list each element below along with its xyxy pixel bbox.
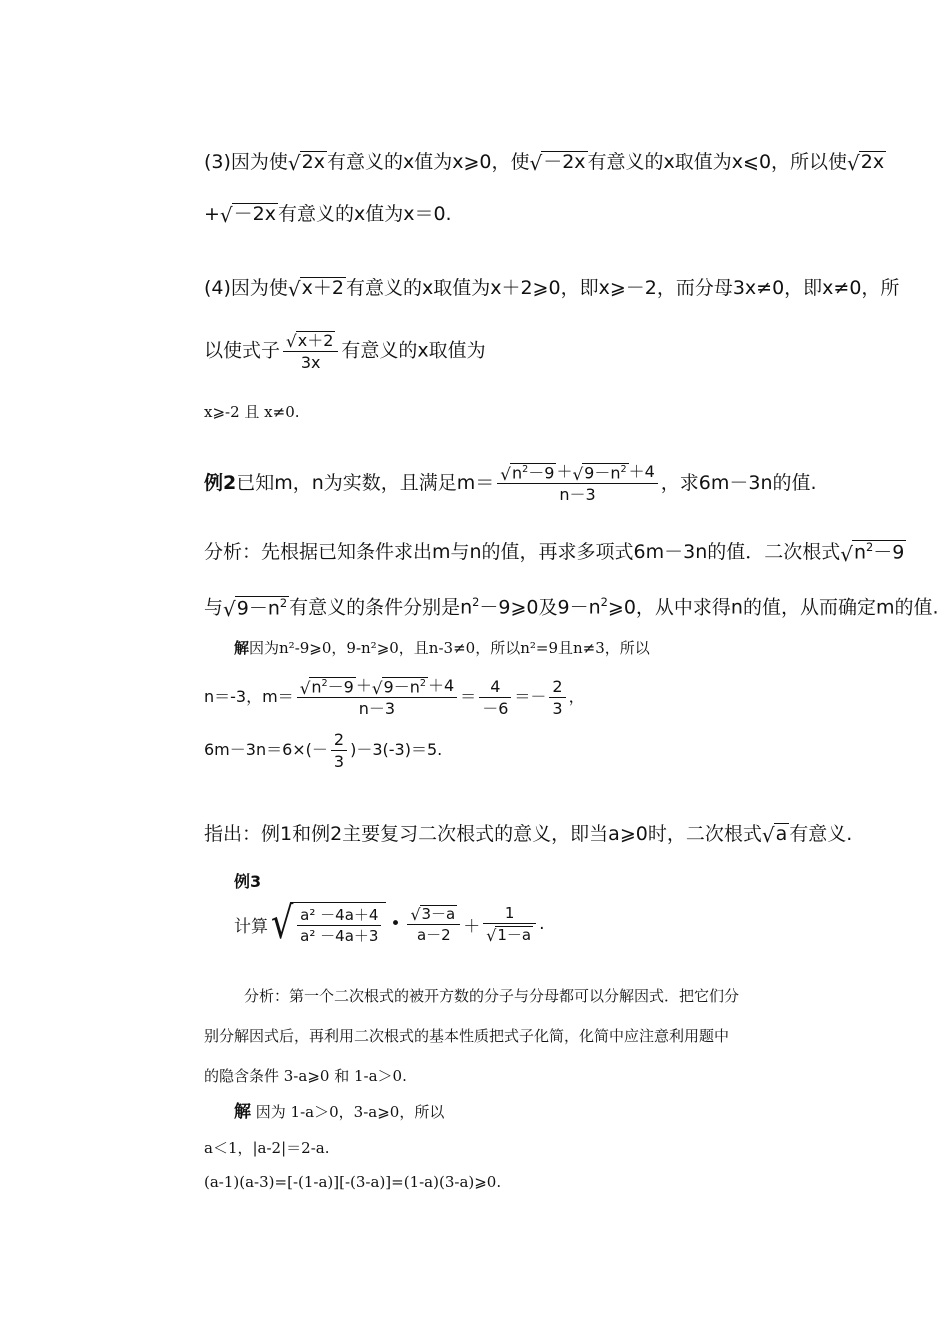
sqrt-neg-2x: √ －2x	[529, 150, 586, 175]
fraction-sqrt-x2-over-3x: √ x＋2 3x	[283, 330, 338, 372]
analysis2-line1: 分析：先根据已知条件求出m与n的值，再求多项式6m－3n的值．二次根式 √ $n^2-9$	[204, 540, 905, 566]
sol3-line3: (a-1)(a-3)=[-(1-a)][-(3-a)]=(1-a)(3-a)⩾0.	[204, 1173, 502, 1191]
ex2-line: 例2已知m，n为实数，且满足m＝ √ $n^2-9$ ＋ √ $9-n^2$ ＋4 n－3 ，求6m－3n的值.	[204, 462, 817, 505]
sqrt-2x: √ 2x	[287, 150, 325, 175]
sqrt-fraction: √ $\frac{\text{a² －4a＋4}}{\text{a² －4a＋3}}$	[268, 902, 386, 946]
sqrt-a: √ a	[761, 822, 788, 847]
fraction-2-over-3-b: $\frac{2}{3}$	[331, 730, 347, 771]
fraction-4-over-neg6: $\frac{4}{-6}$	[479, 677, 511, 718]
analysis2-line2: 与 √ $9-n^2$ 有意义的条件分别是$n^2-9⩾0$及$9-n^2⩾0$，从中求得n的值，从而确定m的值.	[204, 595, 939, 621]
sqrt-n2-minus-9: √ $n^2-9$	[840, 540, 905, 566]
fraction-sqrt3a-over-a2: √ 3－a a－2	[407, 904, 460, 944]
ex2-label: 例2	[204, 471, 237, 494]
sol2-fraction: √ $n^2-9$ ＋ √ $9-n^2$ ＋4 n－3	[297, 676, 457, 719]
sol3-line2: a＜1，|a-2|＝2-a.	[204, 1139, 330, 1157]
fraction-2-over-3: $\frac{2}{3}$	[549, 677, 565, 718]
sqrt-2x-b: √ 2x	[847, 150, 885, 175]
ex3-label: 例3	[234, 872, 262, 891]
p3-line2: + √ －2x 有意义的x值为x＝0.	[204, 202, 452, 227]
note-line: 指出：例1和例2主要复习二次根式的意义，即当a⩾0时，二次根式 √ a 有意义.	[204, 822, 853, 847]
sol3-line1: 解 因为 1-a＞0，3-a⩾0，所以	[234, 1102, 445, 1122]
fraction-1-over-sqrt1a: 1 √ 1－a	[483, 904, 536, 944]
ex2-fraction: √ $n^2-9$ ＋ √ $9-n^2$ ＋4 n－3	[497, 462, 657, 505]
sol2-line1: 解因为n²-9⩾0，9-n²⩾0，且n-3≠0，所以n²=9且n≠3，所以	[234, 639, 650, 657]
sqrt-neg-2x-b: √ －2x	[219, 202, 276, 227]
sqrt-x-plus-2: √ x＋2	[287, 276, 344, 301]
analysis3-line3: 的隐含条件 3-a⩾0 和 1-a＞0.	[204, 1067, 407, 1085]
sol2-line3: 6m－3n＝6×(－ $\frac{2}{3}$ )－3(-3)＝5.	[204, 730, 443, 772]
sol2-line2: n＝-3，m＝ √ $n^2-9$ ＋ √ $9-n^2$ ＋4 n－3 ＝ $\frac{4}{-6}$ ＝－ $\frac{2}{3}$ ，	[204, 676, 585, 719]
p4-line3: x⩾-2 且 x≠0.	[204, 403, 300, 421]
p4-line2: 以使式子 √ x＋2 3x 有意义的x取值为	[204, 330, 486, 373]
sqrt-9-minus-n2: √ $9-n^2$	[223, 595, 288, 621]
p4-line1: (4)因为使 √ x＋2 有意义的x取值为x＋2⩾0，即x⩾－2，而分母3x≠0，即x≠0，所	[204, 276, 900, 301]
p3-line1: (3)因为使 √ 2x 有意义的x值为x⩾0，使 √ －2x 有意义的x取值为x⩽0，所以使 √ 2x	[204, 150, 885, 175]
ex3-expression: 计算 √ $\frac{\text{a² －4a＋4}}{\text{a² －4a＋3}}$ • √ 3－a a－2 ＋ 1 √ 1－a .	[234, 898, 545, 949]
analysis3-line2: 别分解因式后，再利用二次根式的基本性质把式子化简，化简中应注意利用题中	[204, 1027, 730, 1045]
analysis3-line1: 分析：第一个二次根式的被开方数的分子与分母都可以分解因式．把它们分	[244, 987, 740, 1005]
